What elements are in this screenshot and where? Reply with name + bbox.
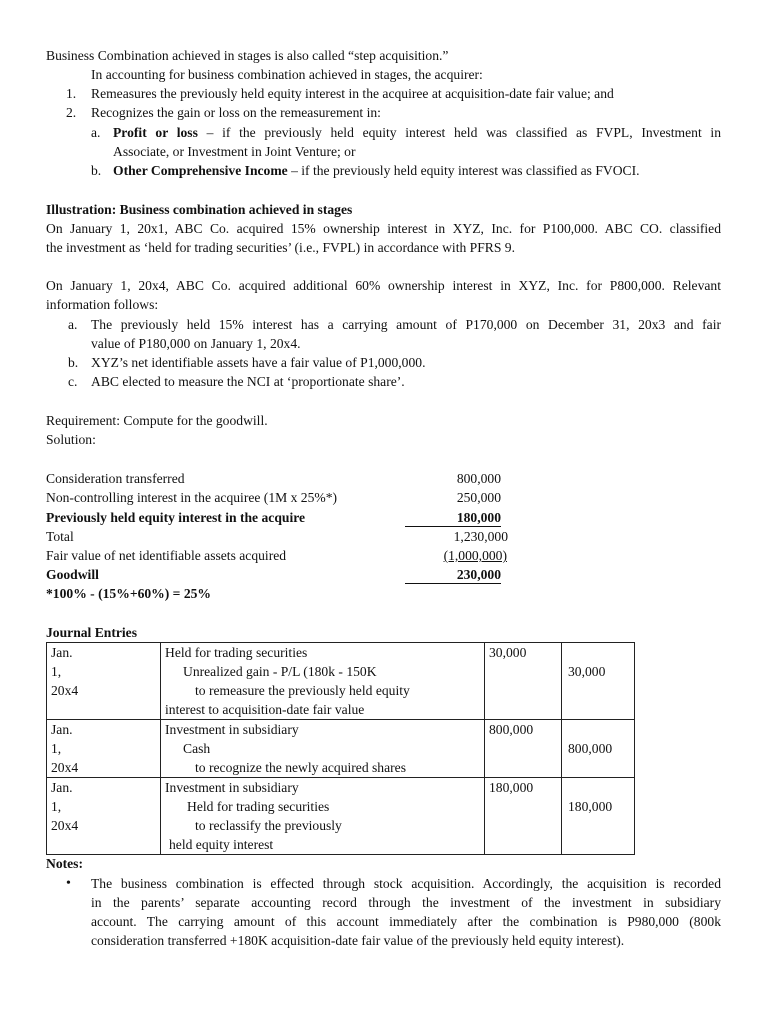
entry-explanation: to recognize the newly acquired shares <box>195 760 406 775</box>
entry-debit-account: Investment in subsidiary <box>165 722 299 737</box>
entry-credit: 800,000 <box>562 720 635 778</box>
calc-label-total: Total <box>46 529 74 544</box>
info-a-mark: a. <box>68 317 78 332</box>
note-line-1: The business combination is effected through stock acquisition. Accordingly, the acquisition is recorded <box>91 876 721 891</box>
calc-value-nci: 250,000 <box>456 490 501 505</box>
intro-line-1: Business Combination achieved in stages is also called “step acquisition.” <box>46 48 449 63</box>
profit-or-loss-label: Profit or loss <box>113 125 198 140</box>
calc-value-consideration: 800,000 <box>456 471 501 486</box>
sub-item-b-text: – if the previously held equity interest was classified as FVOCI. <box>287 163 640 178</box>
journal-entry-1 <box>47 643 635 720</box>
entry-debit-account: Held for trading securities <box>165 645 308 660</box>
entry-debit-account: Investment in subsidiary <box>165 780 299 795</box>
entry-credit-account: Unrealized gain - P/L (180k - 150K <box>183 664 377 679</box>
info-a-line-2: value of P180,000 on January 1, 20x4. <box>91 336 301 351</box>
sub-item-b <box>113 162 640 180</box>
illustration-heading: Illustration: Business combination achieved in stages <box>46 202 353 217</box>
entry-date: Jan. 1, 20x4 <box>47 720 161 778</box>
sub-item-a-mark: a. <box>91 125 101 140</box>
entry-explanation-continued: interest to acquisition-date fair value <box>165 702 365 717</box>
note-line-3: account. The carrying amount of this account immediately after the combination is P980,000 (800k <box>91 914 721 929</box>
intro-line-2: In accounting for business combination achieved in stages, the acquirer: <box>91 67 483 82</box>
entry-explanation: to remeasure the previously held equity <box>195 683 410 698</box>
entry-description <box>161 778 485 855</box>
note-line-2: in the parents’ separate accounting record through the investment of the investment in subsidiary <box>91 895 721 910</box>
requirement: Requirement: Compute for the goodwill. <box>46 413 268 428</box>
entry-explanation-continued: held equity interest <box>169 837 274 852</box>
entry-credit-account: Cash <box>183 741 211 756</box>
calc-value-previously-held: 180,000 <box>405 509 501 527</box>
illustration-p1-line-1: On January 1, 20x1, ABC Co. acquired 15% ownership interest in XYZ, Inc. for P100,000. ABC CO. classified <box>46 221 721 236</box>
entry-description <box>161 720 485 778</box>
entry-debit: 800,000 <box>485 720 562 778</box>
notes-heading: Notes: <box>46 856 83 871</box>
list-number-1: 1. <box>66 86 77 101</box>
calc-label-goodwill: Goodwill <box>46 567 99 582</box>
info-b-mark: b. <box>68 355 79 370</box>
entry-debit: 180,000 <box>485 778 562 855</box>
calc-value-fair-value: (1,000,000) <box>443 548 507 563</box>
calc-footnote: *100% - (15%+60%) = 25% <box>46 586 212 601</box>
note-line-4: consideration transferred +180K acquisition-date fair value of the previously held equity interest). <box>91 933 625 948</box>
info-c: ABC elected to measure the NCI at ‘proportionate share’. <box>91 374 405 389</box>
sub-item-b-mark: b. <box>91 163 102 178</box>
bullet-icon: • <box>66 876 71 891</box>
calc-label-fair-value: Fair value of net identifiable assets acquired <box>46 548 287 563</box>
solution-label: Solution: <box>46 432 96 447</box>
entry-credit-account: Held for trading securities <box>187 799 330 814</box>
illustration-p1-line-2: the investment as ‘held for trading securities’ (i.e., FVPL) in accordance with PFRS 9. <box>46 240 516 255</box>
info-c-mark: c. <box>68 374 78 389</box>
entry-debit: 30,000 <box>485 643 562 720</box>
entry-date: Jan. 1, 20x4 <box>47 778 161 855</box>
entry-explanation: to reclassify the previously <box>195 818 342 833</box>
entry-credit: 30,000 <box>562 643 635 720</box>
entry-description <box>161 643 485 720</box>
calc-value-total: 1,230,000 <box>453 529 508 544</box>
journal-entry-3 <box>47 778 635 855</box>
sub-item-a <box>113 124 721 142</box>
calc-label-previously-held: Previously held equity interest in the acquire <box>46 510 306 525</box>
info-b: XYZ’s net identifiable assets have a fair value of P1,000,000. <box>91 355 426 370</box>
list-item-1: Remeasures the previously held equity interest in the acquiree at acquisition-date fair value; and <box>91 86 614 101</box>
entry-date: Jan. 1, 20x4 <box>47 643 161 720</box>
journal-entries-table <box>46 642 635 855</box>
journal-heading: Journal Entries <box>46 625 138 640</box>
info-a-line-1: The previously held 15% interest has a carrying amount of P170,000 on December 31, 20x3 and fair <box>91 317 721 332</box>
journal-entry-2 <box>47 720 635 778</box>
entry-credit: 180,000 <box>562 778 635 855</box>
calc-label-nci: Non-controlling interest in the acquiree (1M x 25%*) <box>46 490 338 505</box>
oci-label: Other Comprehensive Income <box>113 163 288 178</box>
calc-label-consideration: Consideration transferred <box>46 471 185 486</box>
sub-item-a-text: – if the previously held equity interest held was classified as FVPL, Investment in <box>197 125 721 140</box>
illustration-p2-line-1: On January 1, 20x4, ABC Co. acquired additional 60% ownership interest in XYZ, Inc. for P800,000. Relevant <box>46 278 721 293</box>
sub-item-a-continued: Associate, or Investment in Joint Venture; or <box>113 144 356 159</box>
list-item-2: Recognizes the gain or loss on the remeasurement in: <box>91 105 381 120</box>
calc-value-goodwill: 230,000 <box>405 566 501 584</box>
illustration-p2-line-2: information follows: <box>46 297 159 312</box>
list-number-2: 2. <box>66 105 77 120</box>
